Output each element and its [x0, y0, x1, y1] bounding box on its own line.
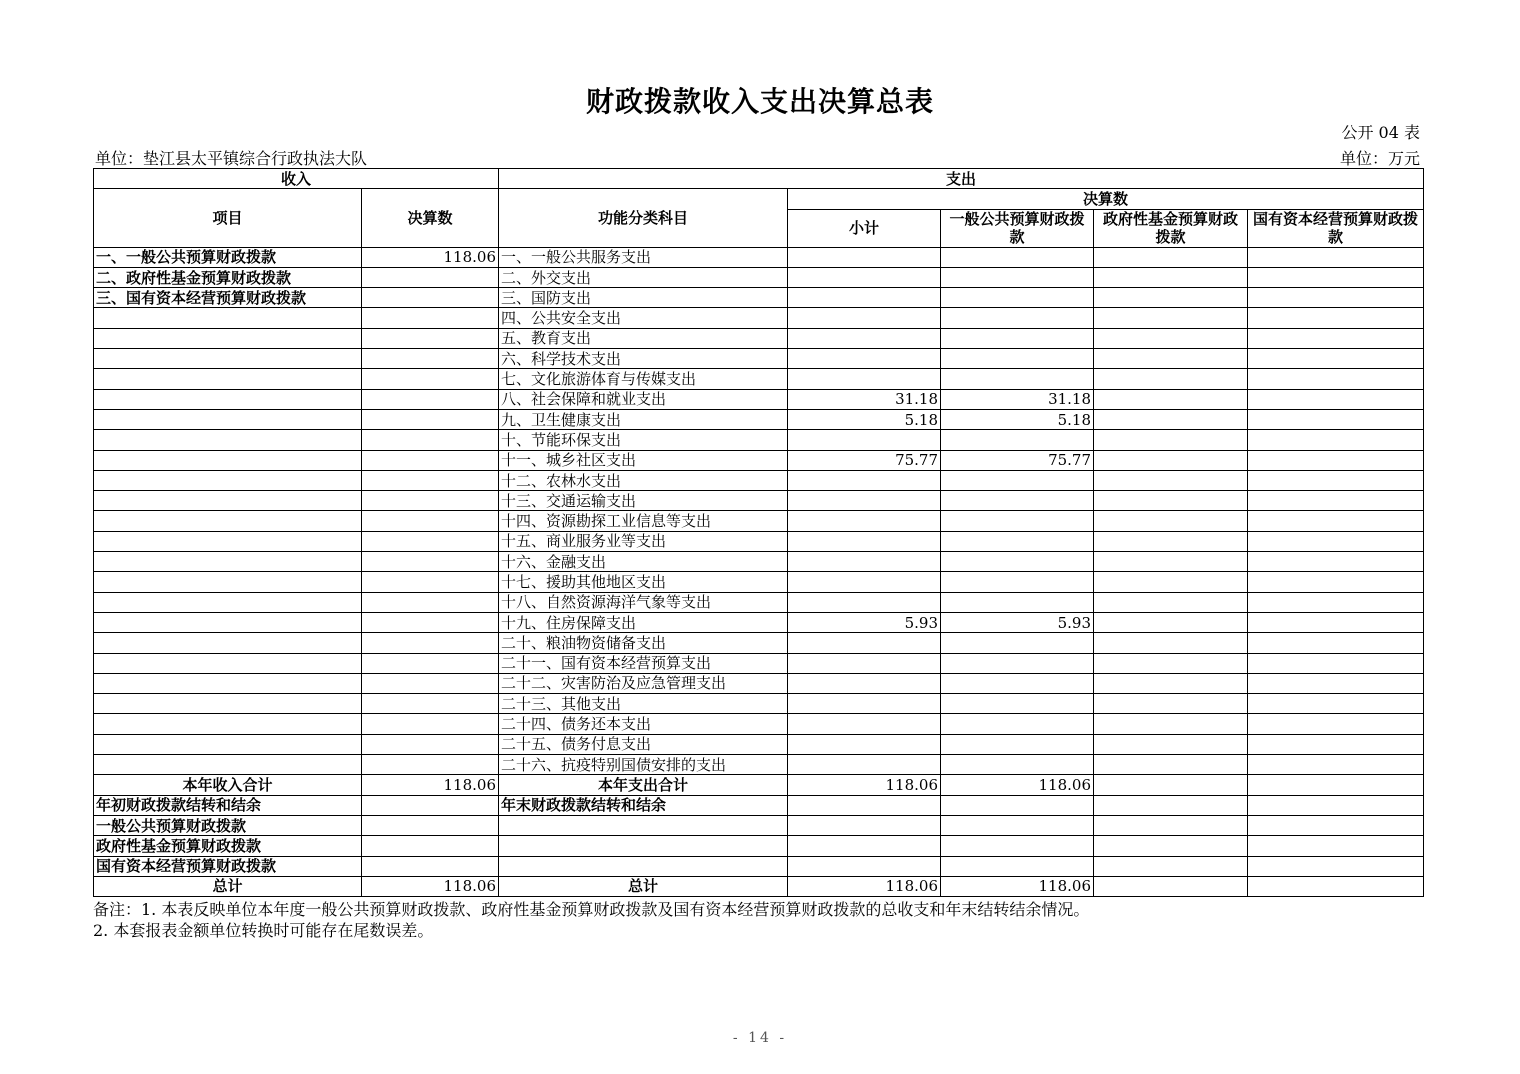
income-item [94, 592, 362, 612]
income-amount [362, 531, 499, 551]
expense-general [941, 694, 1094, 714]
table-row [94, 288, 1424, 308]
income-item [94, 612, 362, 632]
year-expense-subtotal: 118.06 [788, 775, 941, 795]
income-amount [362, 349, 499, 369]
expense-subject: 十六、金融支出 [499, 552, 788, 572]
income-amount [362, 511, 499, 531]
table-row [94, 247, 1424, 267]
expense-subject: 十四、资源勘探工业信息等支出 [499, 511, 788, 531]
expense-subject: 三、国防支出 [499, 288, 788, 308]
expense-fund [1094, 714, 1248, 734]
cell [941, 836, 1094, 856]
income-item [94, 450, 362, 470]
expense-general: 31.18 [941, 389, 1094, 409]
table-row [94, 694, 1424, 714]
income-amount [362, 308, 499, 328]
expense-capital [1248, 552, 1424, 572]
expense-subject: 十一、城乡社区支出 [499, 450, 788, 470]
income-item [94, 369, 362, 389]
table-row [94, 349, 1424, 369]
expense-subtotal [788, 349, 941, 369]
expense-capital [1248, 653, 1424, 673]
expense-subject: 九、卫生健康支出 [499, 409, 788, 429]
expense-subject: 一、一般公共服务支出 [499, 247, 788, 267]
cell [941, 856, 1094, 876]
total-expense-general: 118.06 [941, 876, 1094, 896]
table-row [94, 308, 1424, 328]
expense-capital [1248, 267, 1424, 287]
income-item [94, 470, 362, 490]
table-row-begin-general [94, 815, 1424, 835]
expense-subject: 十五、商业服务业等支出 [499, 531, 788, 551]
expense-subject: 十、节能环保支出 [499, 430, 788, 450]
expense-subject: 二十一、国有资本经营预算支出 [499, 653, 788, 673]
expense-subtotal [788, 673, 941, 693]
expense-capital [1248, 409, 1424, 429]
expense-capital [1248, 288, 1424, 308]
table-row [94, 714, 1424, 734]
income-amount [362, 755, 499, 775]
expense-subject: 二十五、债务付息支出 [499, 734, 788, 754]
expense-fund [1094, 734, 1248, 754]
expense-fund [1094, 531, 1248, 551]
expense-fund [1094, 308, 1248, 328]
expense-subtotal [788, 430, 941, 450]
expense-subtotal [788, 511, 941, 531]
expense-general [941, 653, 1094, 673]
table-row [94, 430, 1424, 450]
expense-capital [1248, 694, 1424, 714]
table-row [94, 531, 1424, 551]
expense-subtotal [788, 369, 941, 389]
expense-subtotal [788, 592, 941, 612]
expense-subject: 七、文化旅游体育与传媒支出 [499, 369, 788, 389]
expense-subtotal [788, 288, 941, 308]
expense-fund [1094, 470, 1248, 490]
year-expense-fund [1094, 775, 1248, 795]
state-capital-header: 国有资本经营预算财政拨款 [1248, 209, 1424, 247]
total-expense-capital [1248, 876, 1424, 896]
income-item [94, 694, 362, 714]
expense-capital [1248, 531, 1424, 551]
expense-general [941, 288, 1094, 308]
expense-fund [1094, 288, 1248, 308]
income-item [94, 572, 362, 592]
expense-subtotal [788, 734, 941, 754]
total-income-amount: 118.06 [362, 876, 499, 896]
expense-subject: 五、教育支出 [499, 328, 788, 348]
cell [362, 836, 499, 856]
expense-general [941, 328, 1094, 348]
income-amount [362, 714, 499, 734]
expense-general [941, 552, 1094, 572]
final-amount-header: 决算数 [788, 189, 1424, 209]
cell [362, 856, 499, 876]
cell [1094, 856, 1248, 876]
cell [362, 815, 499, 835]
expense-subtotal [788, 470, 941, 490]
expense-subject: 二、外交支出 [499, 267, 788, 287]
income-header: 收入 [94, 169, 499, 189]
expense-general [941, 308, 1094, 328]
expense-subtotal: 31.18 [788, 389, 941, 409]
expense-capital [1248, 592, 1424, 612]
table-row [94, 572, 1424, 592]
income-item [94, 653, 362, 673]
year-expense-general: 118.06 [941, 775, 1094, 795]
expense-fund [1094, 491, 1248, 511]
expense-subject: 二十六、抗疫特别国债安排的支出 [499, 755, 788, 775]
expense-subject: 十二、农林水支出 [499, 470, 788, 490]
expense-capital [1248, 328, 1424, 348]
notes [93, 899, 1089, 941]
cell [499, 836, 788, 856]
table-row-balance [94, 795, 1424, 815]
expense-general: 5.93 [941, 612, 1094, 632]
income-amount [362, 267, 499, 287]
expense-subtotal: 75.77 [788, 450, 941, 470]
expense-subject: 二十四、债务还本支出 [499, 714, 788, 734]
table-row [94, 511, 1424, 531]
table-row-begin-capital [94, 856, 1424, 876]
year-expense-capital [1248, 775, 1424, 795]
begin-capital-label: 国有资本经营预算财政拨款 [94, 856, 362, 876]
income-amount [362, 430, 499, 450]
income-item: 二、政府性基金预算财政拨款 [94, 267, 362, 287]
table-row [94, 673, 1424, 693]
expense-general [941, 267, 1094, 287]
gov-fund-header: 政府性基金预算财政拨款 [1094, 209, 1248, 247]
table-row [94, 389, 1424, 409]
expense-capital [1248, 430, 1424, 450]
expense-fund [1094, 633, 1248, 653]
table-row-grand-total [94, 876, 1424, 896]
income-item [94, 755, 362, 775]
total-expense-fund [1094, 876, 1248, 896]
expense-general [941, 755, 1094, 775]
expense-fund [1094, 409, 1248, 429]
table-row [94, 612, 1424, 632]
cell [1248, 815, 1424, 835]
income-amount [362, 653, 499, 673]
cell [499, 856, 788, 876]
expense-capital [1248, 450, 1424, 470]
expense-subject: 二十、粮油物资储备支出 [499, 633, 788, 653]
expense-capital [1248, 491, 1424, 511]
income-amount [362, 328, 499, 348]
income-amount [362, 633, 499, 653]
table-row-year-total [94, 775, 1424, 795]
expense-general [941, 592, 1094, 612]
expense-capital [1248, 308, 1424, 328]
expense-fund [1094, 267, 1248, 287]
expense-capital [1248, 247, 1424, 267]
table-row [94, 592, 1424, 612]
expense-fund [1094, 755, 1248, 775]
income-amount [362, 572, 499, 592]
expense-fund [1094, 389, 1248, 409]
table-row-begin-fund [94, 836, 1424, 856]
income-amount [362, 369, 499, 389]
expense-fund [1094, 328, 1248, 348]
expense-capital [1248, 612, 1424, 632]
income-item [94, 633, 362, 653]
expense-general [941, 714, 1094, 734]
expense-subtotal [788, 572, 941, 592]
cell [499, 815, 788, 835]
cell [1094, 836, 1248, 856]
table-row [94, 328, 1424, 348]
year-expense-label: 本年支出合计 [499, 775, 788, 795]
income-amount [362, 409, 499, 429]
expense-general [941, 531, 1094, 551]
table-row [94, 755, 1424, 775]
unit-organization: 单位：垫江县太平镇综合行政执法大队 [95, 149, 368, 168]
income-item: 三、国有资本经营预算财政拨款 [94, 288, 362, 308]
income-amount [362, 694, 499, 714]
unit-currency: 单位：万元 [1339, 149, 1420, 168]
expense-subtotal [788, 694, 941, 714]
income-item [94, 714, 362, 734]
expense-fund [1094, 450, 1248, 470]
end-balance-capital [1248, 795, 1424, 815]
expense-fund [1094, 694, 1248, 714]
expense-general: 75.77 [941, 450, 1094, 470]
income-item: 一、一般公共预算财政拨款 [94, 247, 362, 267]
expense-subject: 十八、自然资源海洋气象等支出 [499, 592, 788, 612]
begin-balance-label: 年初财政拨款结转和结余 [94, 795, 362, 815]
expense-general: 5.18 [941, 409, 1094, 429]
amount-header: 决算数 [362, 189, 499, 247]
expense-fund [1094, 349, 1248, 369]
expense-subtotal [788, 491, 941, 511]
note-line-2: 2. 本套报表金额单位转换时可能存在尾数误差。 [93, 921, 434, 940]
income-amount [362, 450, 499, 470]
expense-subtotal [788, 328, 941, 348]
cell [788, 815, 941, 835]
expense-fund [1094, 673, 1248, 693]
expense-capital [1248, 349, 1424, 369]
expense-subject: 十九、住房保障支出 [499, 612, 788, 632]
income-item [94, 409, 362, 429]
expense-capital [1248, 511, 1424, 531]
income-amount [362, 491, 499, 511]
end-balance-label: 年末财政拨款结转和结余 [499, 795, 788, 815]
expense-subject: 四、公共安全支出 [499, 308, 788, 328]
income-amount [362, 288, 499, 308]
income-amount [362, 552, 499, 572]
cell [941, 815, 1094, 835]
expense-fund [1094, 511, 1248, 531]
expense-header: 支出 [499, 169, 1424, 189]
expense-subject: 八、社会保障和就业支出 [499, 389, 788, 409]
income-amount [362, 673, 499, 693]
expense-fund [1094, 592, 1248, 612]
expense-subtotal [788, 247, 941, 267]
cell [1248, 836, 1424, 856]
expense-fund [1094, 572, 1248, 592]
page-title: 财政拨款收入支出决算总表 [585, 85, 934, 118]
expense-subject: 二十二、灾害防治及应急管理支出 [499, 673, 788, 693]
expense-subject: 十三、交通运输支出 [499, 491, 788, 511]
table-row [94, 734, 1424, 754]
expense-fund [1094, 612, 1248, 632]
table-row [94, 552, 1424, 572]
end-balance-subtotal [788, 795, 941, 815]
expense-general [941, 470, 1094, 490]
expense-general [941, 633, 1094, 653]
expense-fund [1094, 552, 1248, 572]
income-item [94, 389, 362, 409]
expense-capital [1248, 389, 1424, 409]
expense-fund [1094, 430, 1248, 450]
income-amount [362, 734, 499, 754]
income-amount [362, 470, 499, 490]
expense-general [941, 511, 1094, 531]
expense-fund [1094, 653, 1248, 673]
income-amount [362, 612, 499, 632]
income-item [94, 552, 362, 572]
end-balance-fund [1094, 795, 1248, 815]
expense-capital [1248, 734, 1424, 754]
table-row [94, 450, 1424, 470]
item-header: 项目 [94, 189, 362, 247]
end-balance-general [941, 795, 1094, 815]
expense-general [941, 734, 1094, 754]
total-expense-label: 总计 [499, 876, 788, 896]
expense-subtotal [788, 755, 941, 775]
page-number: - 14 - [732, 1030, 788, 1046]
expense-general [941, 491, 1094, 511]
begin-general-label: 一般公共预算财政拨款 [94, 815, 362, 835]
table-row [94, 369, 1424, 389]
expense-subject: 六、科学技术支出 [499, 349, 788, 369]
expense-capital [1248, 714, 1424, 734]
income-item [94, 673, 362, 693]
subtotal-header: 小计 [788, 209, 941, 247]
year-income-label: 本年收入合计 [94, 775, 362, 795]
table-row [94, 470, 1424, 490]
income-amount: 118.06 [362, 247, 499, 267]
total-expense-subtotal: 118.06 [788, 876, 941, 896]
expense-capital [1248, 369, 1424, 389]
table-row [94, 633, 1424, 653]
income-amount [362, 592, 499, 612]
expense-general [941, 349, 1094, 369]
expense-general [941, 369, 1094, 389]
total-income-label: 总计 [94, 876, 362, 896]
cell [1248, 856, 1424, 876]
general-budget-header: 一般公共预算财政拨款 [941, 209, 1094, 247]
begin-balance-amount [362, 795, 499, 815]
expense-subject: 二十三、其他支出 [499, 694, 788, 714]
income-item [94, 734, 362, 754]
table-row [94, 491, 1424, 511]
expense-general [941, 673, 1094, 693]
year-income-amount: 118.06 [362, 775, 499, 795]
expense-general [941, 247, 1094, 267]
table-row [94, 267, 1424, 287]
func-subject-header: 功能分类科目 [499, 189, 788, 247]
begin-fund-label: 政府性基金预算财政拨款 [94, 836, 362, 856]
expense-general [941, 430, 1094, 450]
expense-subtotal [788, 633, 941, 653]
expense-subtotal [788, 552, 941, 572]
table-body [94, 247, 1424, 775]
expense-subject: 十七、援助其他地区支出 [499, 572, 788, 592]
expense-subtotal: 5.18 [788, 409, 941, 429]
table-row [94, 409, 1424, 429]
expense-capital [1248, 470, 1424, 490]
income-amount [362, 389, 499, 409]
income-item [94, 308, 362, 328]
cell [788, 856, 941, 876]
table-row [94, 653, 1424, 673]
income-item [94, 531, 362, 551]
expense-capital [1248, 633, 1424, 653]
expense-capital [1248, 755, 1424, 775]
expense-subtotal [788, 308, 941, 328]
income-item [94, 430, 362, 450]
income-item [94, 511, 362, 531]
cell [1094, 815, 1248, 835]
form-number: 公开 04 表 [1341, 123, 1420, 142]
income-item [94, 349, 362, 369]
expense-subtotal: 5.93 [788, 612, 941, 632]
expense-subtotal [788, 653, 941, 673]
expense-capital [1248, 572, 1424, 592]
expense-capital [1248, 673, 1424, 693]
income-item [94, 491, 362, 511]
expense-general [941, 572, 1094, 592]
expense-subtotal [788, 714, 941, 734]
expense-subtotal [788, 267, 941, 287]
budget-table [93, 168, 1424, 897]
expense-fund [1094, 369, 1248, 389]
cell [788, 836, 941, 856]
expense-subtotal [788, 531, 941, 551]
note-line-1: 备注：1. 本表反映单位本年度一般公共预算财政拨款、政府性基金预算财政拨款及国有资本经营预算财政拨款的总收支和年末结转结余情况。 [93, 900, 1090, 919]
expense-fund [1094, 247, 1248, 267]
income-item [94, 328, 362, 348]
